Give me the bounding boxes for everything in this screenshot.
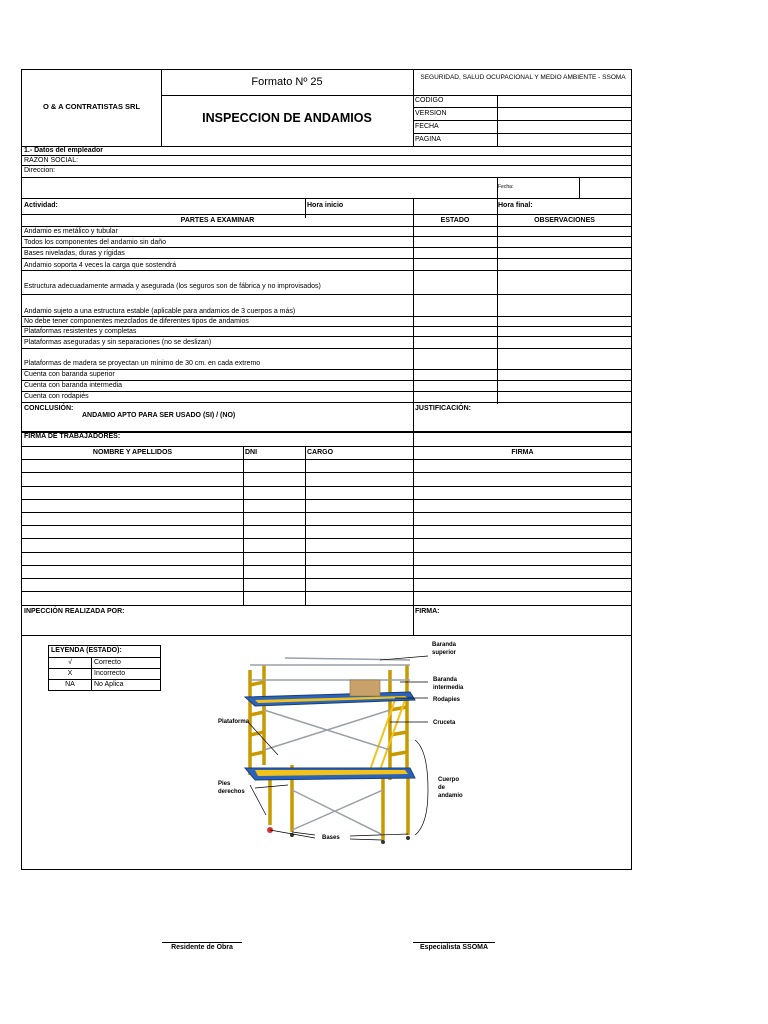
fecha-label: FECHA — [415, 123, 439, 130]
label-pies-derechos: Pies derechos — [218, 781, 245, 795]
codigo-label: CODIGO — [415, 97, 444, 104]
check-item: Estructura adecuadamente armada y asegurada (los seguros son de fábrica y no improvisados) — [24, 283, 321, 290]
conclusion-label: CONCLUSIÓN: — [24, 405, 74, 412]
check-item: No debe tener componentes mezclados de diferentes tipos de andamios — [24, 318, 249, 325]
col-cargo-header: CARGO — [307, 449, 334, 456]
col-estado-header: ESTADO — [440, 217, 470, 224]
label-baranda-superior: Baranda superior — [432, 642, 457, 656]
col-obs-header: OBSERVACIONES — [534, 217, 595, 224]
inspeccion-label: INPECCIÓN REALIZADA POR: — [24, 608, 125, 615]
legend-title: LEYENDA (ESTADO): — [51, 647, 122, 654]
section-employer: 1.- Datos del empleador — [24, 147, 103, 154]
check-item: Todos los componentes del andamio sin daño — [24, 239, 167, 246]
check-item: Bases niveladas, duras y rígidas — [24, 250, 125, 257]
especialista-label: Especialista SSOMA — [419, 944, 489, 951]
hora-final-label: Hora final: — [498, 202, 533, 209]
col-firma-header: FIRMA — [511, 449, 534, 456]
check-item: Plataformas aseguradas y sin separaciones (no se deslizan) — [24, 339, 212, 346]
justificacion-label: JUSTIFICACIÓN: — [415, 405, 471, 412]
legend-row: X Incorrecto — [49, 668, 160, 679]
label-baranda-intermedia: Baranda intermedia — [433, 677, 464, 691]
check-item: Plataformas de madera se proyectan un mínimo de 30 cm. en cada extremo — [24, 360, 261, 367]
col-parts-header: PARTES A EXAMINAR — [180, 217, 255, 224]
label-cuerpo-andamio: Cuerpo de andamio — [438, 777, 463, 799]
check-item: Cuenta con rodapiés — [24, 393, 89, 400]
razon-social-label: RAZON SOCIAL: — [24, 157, 79, 164]
residente-label: Residente de Obra — [171, 944, 233, 951]
col-dni-header: DNI — [245, 449, 258, 456]
label-plataforma: Plataforma — [218, 719, 250, 725]
format-number: Formato Nº 25 — [251, 76, 323, 88]
workers-label: FIRMA DE TRABAJADORES: — [24, 433, 121, 440]
legend-table — [48, 645, 161, 691]
check-item: Cuenta con baranda intermedia — [24, 382, 123, 389]
col-name-header: NOMBRE Y APELLIDOS — [92, 449, 173, 456]
label-rodapies: Rodapies — [433, 697, 461, 703]
legend-row: NA No Aplica — [49, 679, 160, 690]
hora-inicio-label: Hora inicio — [307, 202, 344, 209]
label-bases: Bases — [322, 835, 340, 841]
check-item: Plataformas resistentes y completas — [24, 328, 137, 335]
legend-row: √ Correcto — [49, 657, 160, 668]
direccion-label: Direccion: — [24, 167, 56, 174]
fecha-field-label: Fecha: — [498, 184, 514, 190]
check-item: Andamio es metálico y tubular — [24, 228, 118, 235]
pagina-label: PAGINA — [415, 136, 441, 143]
version-label: VERSION — [415, 110, 447, 117]
apto-question: ANDAMIO APTO PARA SER USADO (SI) / (NO) — [82, 412, 236, 419]
actividad-label: Actividad: — [24, 202, 58, 209]
company-name: O & A CONTRATISTAS SRL — [42, 102, 141, 111]
page-title: INSPECCION DE ANDAMIOS — [202, 111, 372, 125]
check-item: Andamio sujeto a una estructura estable (aplicable para andamios de 3 cuerpos a más) — [24, 308, 296, 315]
check-item: Cuenta con baranda superior — [24, 371, 115, 378]
scaffold-diagram — [200, 640, 490, 850]
check-item: Andamio soporta 4 veces la carga que sostendrá — [24, 262, 177, 269]
ssoma-title: SEGURIDAD, SALUD OCUPACIONAL Y MEDIO AMBIENTE - SSOMA — [420, 74, 626, 81]
firma-label: FIRMA: — [415, 608, 440, 615]
label-cruceta: Cruceta — [433, 720, 456, 726]
